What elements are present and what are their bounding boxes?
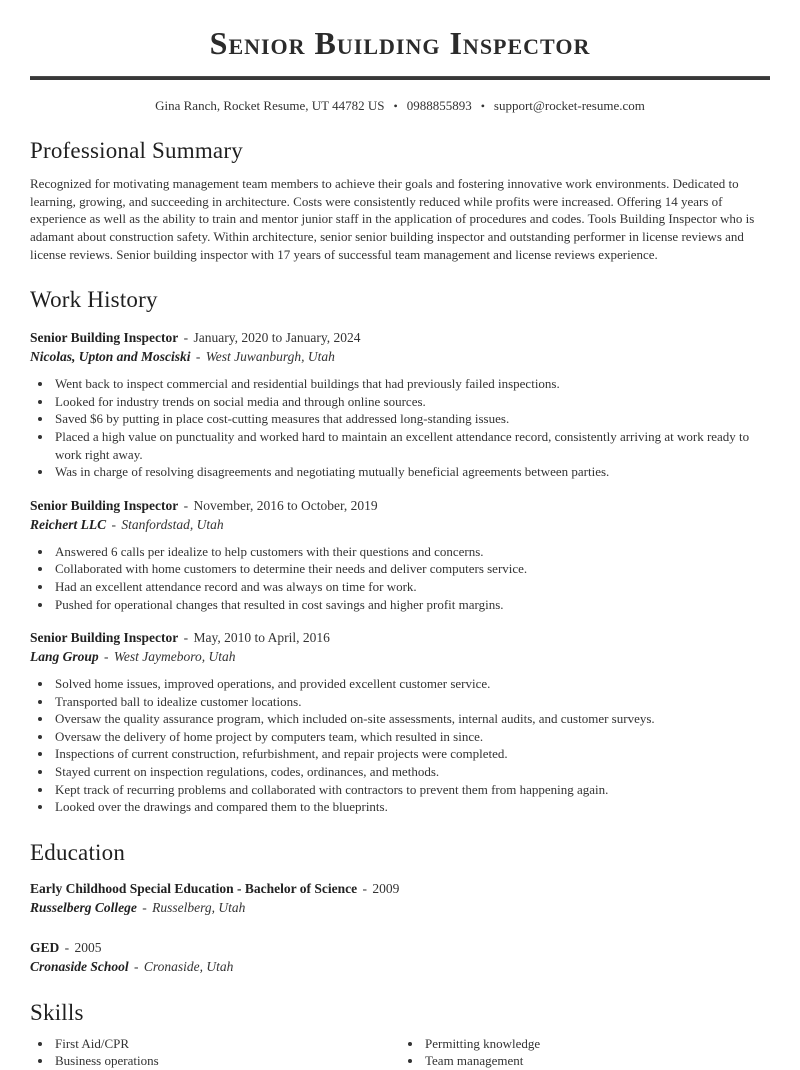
job-location: West Jaymeboro, Utah (113, 649, 236, 665)
job-bullet: • Was in charge of resolving disagreements and negotiating mutually beneficial agreements between parties. (53, 463, 770, 481)
job-bullet-list (30, 675, 770, 816)
skills-list-right (400, 1035, 770, 1070)
job-company: Nicolas, Upton and Mosciski (30, 349, 191, 365)
skills-heading: Skills (30, 999, 84, 1025)
resume-header (30, 26, 770, 114)
job-bullet: • Answered 6 calls per idealize to help customers with their questions and concerns. (53, 543, 770, 561)
job-bullet: • Had an excellent attendance record and was always on time for work. (53, 578, 770, 596)
job-bullet: • Looked for industry trends on social media and through online sources. (53, 393, 770, 411)
job-dates: January, 2020 to January, 2024 (193, 330, 361, 346)
job-bullet: • Placed a high value on punctuality and worked hard to maintain an excellent attendance record, consistently arriving at work ready to work right away. (53, 428, 770, 463)
job-entry (30, 496, 770, 613)
education-school: Russelberg College (30, 899, 137, 915)
dash-separator: - (104, 649, 109, 665)
job-bullet: • Inspections of current construction, refurbishment, and repair projects were completed. (53, 745, 770, 763)
page-title: Senior Building Inspector (209, 25, 591, 61)
education-location: Russelberg, Utah (152, 899, 246, 915)
education-entry (30, 879, 770, 917)
dash-separator: - (362, 880, 368, 896)
skill-item: • Permitting knowledge (423, 1035, 770, 1053)
job-bullet: • Looked over the drawings and compared them to the blueprints. (53, 798, 770, 816)
skill-item: • Business operations (53, 1052, 400, 1070)
professional-summary-text: Recognized for motivating management team members to achieve their goals and fostering innovative work environments. Dedicated to learning, growing, and succeeding in architecture. Costs were consistently reduced while profits were increased. Offering 14 years of experience as well as the ability to train and mentor junior staff in the application of procedures and codes. Tools Building Inspector who is adamant about construction safety. Within architecture, senior senior building inspector and outstanding performer in license reviews and license reviews. Senior building inspector with 17 years of successful team management and license reviews experience. (30, 176, 755, 262)
contact-line (30, 98, 770, 114)
job-entry (30, 328, 770, 481)
job-bullet-list (30, 375, 770, 481)
job-company: Lang Group (30, 649, 99, 665)
education-degree: GED (30, 939, 60, 955)
job-company: Reichert LLC (30, 516, 107, 532)
section-professional-summary (30, 138, 770, 263)
education-school: Cronaside School (30, 958, 129, 974)
contact-address: Gina Ranch, Rocket Resume, UT 44782 US (155, 98, 385, 114)
education-school-line (30, 898, 770, 917)
job-location: West Juwanburgh, Utah (205, 349, 335, 365)
section-work-history (30, 287, 770, 816)
dash-separator: - (142, 899, 147, 915)
dash-separator: - (183, 330, 189, 346)
job-title: Senior Building Inspector (30, 330, 179, 346)
job-company-line (30, 347, 770, 366)
dash-separator: - (111, 516, 116, 532)
professional-summary-heading: Professional Summary (30, 138, 243, 164)
skills-columns (30, 1035, 770, 1070)
education-year: 2005 (74, 939, 102, 955)
dash-separator: - (183, 497, 189, 513)
education-degree: Early Childhood Special Education - Bachelor of Science (30, 880, 358, 896)
job-title-line (30, 628, 770, 647)
job-bullet: • Collaborated with home customers to determine their needs and deliver computers service. (53, 560, 770, 578)
job-bullet: • Kept track of recurring problems and collaborated with contractors to prevent them from happening again. (53, 781, 770, 799)
work-history-heading: Work History (30, 287, 158, 313)
job-company-line (30, 647, 770, 666)
job-bullet: • Saved $6 by putting in place cost-cutting measures that addressed long-standing issues. (53, 410, 770, 428)
education-location: Cronaside, Utah (143, 958, 234, 974)
skill-item: • First Aid/CPR (53, 1035, 400, 1053)
job-bullet: • Went back to inspect commercial and residential buildings that had previously failed inspections. (53, 375, 770, 393)
header-divider (30, 76, 770, 80)
contact-email: support@rocket-resume.com (493, 98, 645, 114)
education-school-line (30, 957, 770, 976)
contact-separator-dot: • (393, 99, 398, 114)
skills-list-left (30, 1035, 400, 1070)
contact-separator-dot: • (480, 99, 485, 114)
dash-separator: - (64, 939, 70, 955)
job-entry (30, 628, 770, 816)
job-dates: May, 2010 to April, 2016 (193, 630, 330, 646)
dash-separator: - (134, 958, 139, 974)
job-title-line (30, 496, 770, 515)
job-location: Stanfordstad, Utah (121, 516, 224, 532)
job-bullet: • Solved home issues, improved operations, and provided excellent customer service. (53, 675, 770, 693)
job-company-line (30, 515, 770, 534)
job-bullet: • Oversaw the delivery of home project by computers team, which resulted in since. (53, 728, 770, 746)
education-degree-line (30, 938, 770, 957)
job-bullet: • Oversaw the quality assurance program, which included on-site assessments, internal audits, and customer surveys. (53, 710, 770, 728)
job-bullet: • Transported ball to idealize customer locations. (53, 693, 770, 711)
education-heading: Education (30, 839, 126, 865)
dash-separator: - (195, 349, 201, 365)
job-title: Senior Building Inspector (30, 497, 179, 513)
education-degree-line (30, 879, 770, 898)
dash-separator: - (183, 630, 189, 646)
job-title-line (30, 328, 770, 347)
job-dates: November, 2016 to October, 2019 (193, 497, 378, 513)
job-bullet-list (30, 543, 770, 613)
contact-phone: 0988855893 (406, 98, 472, 114)
skill-item: • Team management (423, 1052, 770, 1070)
education-entry (30, 938, 770, 976)
job-bullet: • Stayed current on inspection regulations, codes, ordinances, and methods. (53, 763, 770, 781)
job-bullet: • Pushed for operational changes that resulted in cost savings and higher profit margins. (53, 596, 770, 614)
section-education (30, 840, 770, 976)
job-title: Senior Building Inspector (30, 630, 179, 646)
education-year: 2009 (372, 880, 400, 896)
